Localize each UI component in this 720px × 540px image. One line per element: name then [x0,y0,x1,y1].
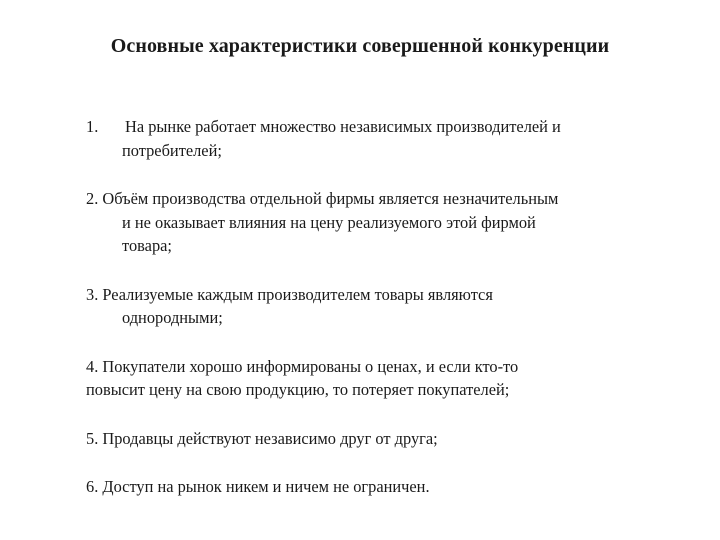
list-item-line: 3. Реализуемые каждым производителем товары являются [86,284,493,304]
list-item-line: однородными; [122,308,223,327]
list-item-line [86,115,686,139]
list-item-line: 4. Покупатели хорошо информированы о ценах, и если кто-то [86,356,519,376]
list-item [86,355,686,402]
list-item-line: повысит цену на свою продукцию, то потеряет покупателей; [86,380,510,399]
list-item-line: и не оказывает влияния на цену реализуемого этой фирмой [122,212,536,232]
list-item-line: потребителей; [122,140,222,160]
list-item-number: 1. [86,117,99,136]
list-item-line: 6. Доступ на рынок никем и ничем не ограничен. [86,477,430,496]
list-item [86,427,686,451]
slide-title: Основные характеристики совершенной конкуренции [110,35,610,57]
list-item-text: На рынке работает множество независимых производителей и [125,117,561,136]
list-item [86,187,686,258]
list-item-line: 2. Объём производства отдельной фирмы является незначительным [86,189,559,208]
list-item [86,115,686,162]
list-item-line: товара; [122,236,172,255]
list-item [86,475,686,499]
list-item [86,283,686,330]
characteristics-list [86,115,686,524]
list-item-line: 5. Продавцы действуют независимо друг от друга; [86,428,438,448]
